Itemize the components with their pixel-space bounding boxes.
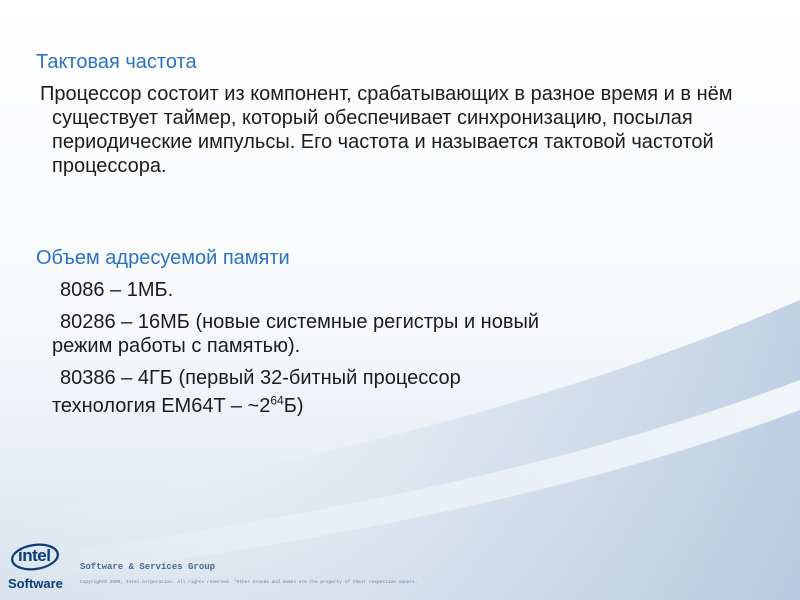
em64t-text: технология EM64T – ~2 bbox=[52, 395, 271, 417]
paragraph-text: Процессор состоит из компонент, срабатывающих в разное время и в нём существует таймер, который обеспечивает синхронизацию, посылая периодические импульсы. Его частота и называется тактовой частотой процессора. bbox=[40, 83, 733, 177]
paragraph-clock-frequency bbox=[36, 82, 756, 178]
intel-wordmark: intel bbox=[18, 546, 51, 565]
memory-item-8086: 8086 – 1МБ. bbox=[60, 279, 174, 301]
memory-item-80286-line1: 80286 – 16МБ (новые системные регистры и новый bbox=[60, 311, 540, 333]
memory-item-80286-line2: режим работы с памятью). bbox=[52, 335, 301, 357]
memory-item-80386-line1: 80386 – 4ГБ (первый 32-битный процессор bbox=[60, 367, 461, 389]
heading-clock-frequency: Тактовая частота bbox=[36, 51, 197, 73]
software-wordmark: Software bbox=[8, 576, 63, 591]
exponent: 64 bbox=[270, 393, 284, 408]
heading-addressable-memory: Объем адресуемой памяти bbox=[36, 247, 290, 269]
intel-software-logo bbox=[6, 540, 68, 596]
copyright-notice: Copyright© 2009, Intel Corporation. All rights reserved. *Other brands and names are the property of their respective owners. bbox=[80, 580, 418, 585]
memory-item-80386-line2 bbox=[52, 394, 304, 418]
group-name: Software & Services Group bbox=[80, 562, 216, 572]
em64t-unit: Б) bbox=[283, 395, 304, 417]
